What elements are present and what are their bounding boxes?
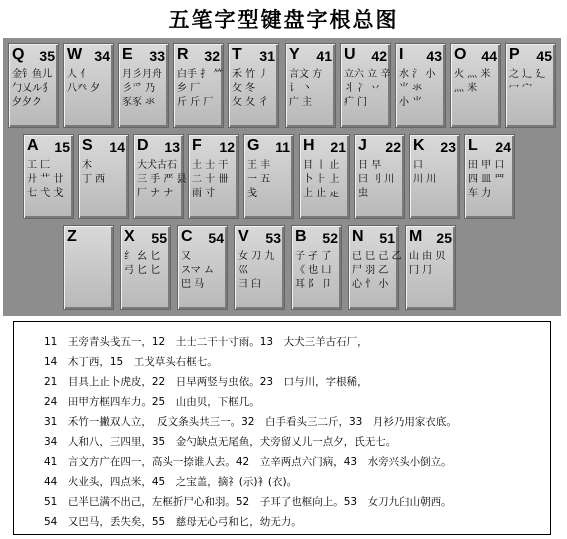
legend-line: 34 人和八，三四里，35 金勺缺点无尾鱼，犬旁留乂儿一点夕，氏无七。	[44, 436, 397, 448]
key-roots: 目 丨 止 卜 ⺊ 上 上 止 龰	[303, 160, 340, 199]
key-code: 32	[204, 48, 220, 64]
legend-line: 24 田甲方框四车力。25 山由贝，下框几。	[44, 396, 260, 408]
key-roots: 水 氵 小 ⺌ 氺 小 ⺌	[399, 69, 436, 108]
key-roots: 立六 立 辛 丬 冫 丷 疒 门	[344, 69, 391, 108]
key-code: 35	[39, 48, 55, 64]
key-letter: P	[509, 46, 520, 63]
key-h[interactable]	[299, 134, 350, 219]
key-roots: 又 スマ ム 巴 马	[181, 251, 214, 290]
key-letter: D	[137, 137, 149, 154]
legend-line: 11 王旁青头戋五一，12 土士二干十寸雨。13 大犬三羊古石厂，	[44, 336, 368, 348]
key-code: 11	[275, 139, 290, 155]
key-letter: E	[122, 46, 133, 63]
key-letter: Q	[12, 46, 25, 63]
key-letter: N	[352, 228, 364, 245]
key-v[interactable]	[234, 225, 285, 310]
key-roots: 王 丰 一 五 戋	[247, 160, 271, 199]
key-m[interactable]	[405, 225, 456, 310]
key-roots: 子 孑 了 《 也 凵 耳 阝 卩	[295, 251, 332, 290]
key-letter: L	[468, 137, 478, 154]
key-letter: H	[303, 137, 315, 154]
key-letter: G	[247, 137, 260, 154]
key-letter: K	[413, 137, 425, 154]
key-u[interactable]	[340, 43, 391, 128]
key-i[interactable]	[395, 43, 446, 128]
key-code: 25	[436, 230, 452, 246]
key-roots: 纟 幺 匕 弓 匕 匕	[124, 251, 161, 276]
key-roots: 言文 方 讠 丶 广 主	[289, 69, 323, 108]
key-w[interactable]	[63, 43, 114, 128]
key-code: 34	[94, 48, 110, 64]
key-s[interactable]	[78, 134, 129, 219]
key-x[interactable]	[120, 225, 171, 310]
key-letter: O	[454, 46, 467, 63]
key-roots: 女 刀 九 巛 彐 臼	[238, 251, 275, 290]
key-code: 45	[536, 48, 552, 64]
key-letter: J	[358, 137, 367, 154]
key-letter: F	[192, 137, 202, 154]
legend-line: 44 火业头，四点米，45 之宝盖，摘礻(示)衤(衣)。	[44, 476, 298, 488]
key-code: 51	[379, 230, 395, 246]
keyboard	[3, 38, 561, 316]
key-letter: M	[409, 228, 423, 245]
key-letter: C	[181, 228, 193, 245]
key-letter: Z	[67, 228, 77, 245]
legend-line: 21 目具上止卜虎皮，22 日早两竖与虫依。23 口与川，字根稀，	[44, 376, 368, 388]
key-y[interactable]	[285, 43, 336, 128]
key-roots: 之 辶 廴 冖 宀	[509, 69, 546, 94]
key-letter: V	[238, 228, 249, 245]
key-g[interactable]	[243, 134, 294, 219]
key-f[interactable]	[188, 134, 239, 219]
key-k[interactable]	[409, 134, 460, 219]
key-letter: T	[232, 46, 242, 63]
key-c[interactable]	[177, 225, 228, 310]
key-r[interactable]	[173, 43, 224, 128]
key-l[interactable]	[464, 134, 515, 219]
page-title: 五笔字型键盘字根总图	[168, 7, 399, 32]
key-letter: U	[344, 46, 356, 63]
key-letter: B	[295, 228, 307, 245]
key-t[interactable]	[228, 43, 279, 128]
key-code: 55	[151, 230, 167, 246]
mnemonic-legend	[13, 321, 551, 535]
key-letter: W	[67, 46, 83, 63]
key-roots: 木 丁 西	[82, 160, 106, 185]
legend-line: 54 又巴马，丢失矣，55 慈母无心弓和匕，幼无力。	[44, 516, 302, 528]
key-code: 44	[481, 48, 497, 64]
legend-line: 41 言文方广在四一，高头一捺谁人去。42 立辛两点六门病，43 水旁兴头小倒立。	[44, 456, 452, 468]
legend-line: 14 木丁西，15 工戈草头右框七。	[44, 356, 218, 368]
key-code: 22	[385, 139, 401, 155]
key-roots: 口 川 川	[413, 160, 437, 185]
key-z[interactable]	[63, 225, 114, 310]
key-letter: R	[177, 46, 189, 63]
key-roots: 白手 扌 ⺮ 乡 厂 斤 斤 厂	[177, 69, 224, 108]
key-code: 53	[265, 230, 281, 246]
legend-line: 31 禾竹一撇双人立， 反文条头共三一。32 白手看头三二斤，33 月衫乃用家衣底。	[44, 416, 457, 428]
key-roots: 山 由 贝 冂 ⺆	[409, 251, 446, 276]
key-p[interactable]	[505, 43, 556, 128]
key-letter: A	[27, 137, 39, 154]
key-j[interactable]	[354, 134, 405, 219]
key-code: 23	[440, 139, 456, 155]
key-code: 54	[208, 230, 224, 246]
key-n[interactable]	[348, 225, 402, 310]
key-code: 43	[426, 48, 442, 64]
key-roots: 人 亻 八癶 夕	[67, 69, 101, 94]
key-roots: 月彡月舟 彡爫 乃 豕豕 氺	[122, 69, 162, 108]
key-letter: I	[399, 46, 404, 63]
key-code: 14	[109, 139, 125, 155]
key-roots: 金钅鱼儿 勹乂ル犭 夕夕ク	[12, 69, 52, 108]
key-e[interactable]	[118, 43, 169, 128]
key-letter: X	[124, 228, 135, 245]
key-roots: 工 匚 廾 艹 廿 七 弋 戈	[27, 160, 64, 199]
key-d[interactable]	[133, 134, 187, 219]
key-code: 12	[219, 139, 235, 155]
key-roots: 日 早 曰 刂 川 虫	[358, 160, 395, 199]
key-o[interactable]	[450, 43, 501, 128]
key-q[interactable]	[8, 43, 59, 128]
key-letter: Y	[289, 46, 300, 63]
key-roots: 土 士 干 二 十 卌 雨 寸	[192, 160, 229, 199]
key-a[interactable]	[23, 134, 74, 219]
key-code: 52	[322, 230, 338, 246]
key-roots: 田 甲 口 四 皿 罒 车 力	[468, 160, 505, 199]
key-b[interactable]	[291, 225, 342, 310]
key-code: 13	[164, 139, 180, 155]
key-roots: 禾 竹 丿 攵 冬 攵 夂 彳	[232, 69, 269, 108]
legend-line: 51 已半巳满不出己，左框折尸心和羽。52 子耳了也框向上。53 女刀九臼山朝西。	[44, 496, 452, 508]
key-roots: 大犬古石 三 手 严 县 厂 ナ ナ	[137, 160, 187, 199]
key-code: 15	[54, 139, 70, 155]
key-code: 42	[371, 48, 387, 64]
key-code: 33	[149, 48, 165, 64]
key-code: 24	[495, 139, 511, 155]
key-code: 21	[330, 139, 346, 155]
key-roots: 已 巳 己 乙 尸 羽 乙 心 忄 小	[352, 251, 402, 290]
key-letter: S	[82, 137, 93, 154]
key-roots: 火 灬 米 灬 米	[454, 69, 491, 94]
key-code: 31	[259, 48, 275, 64]
key-code: 41	[316, 48, 332, 64]
